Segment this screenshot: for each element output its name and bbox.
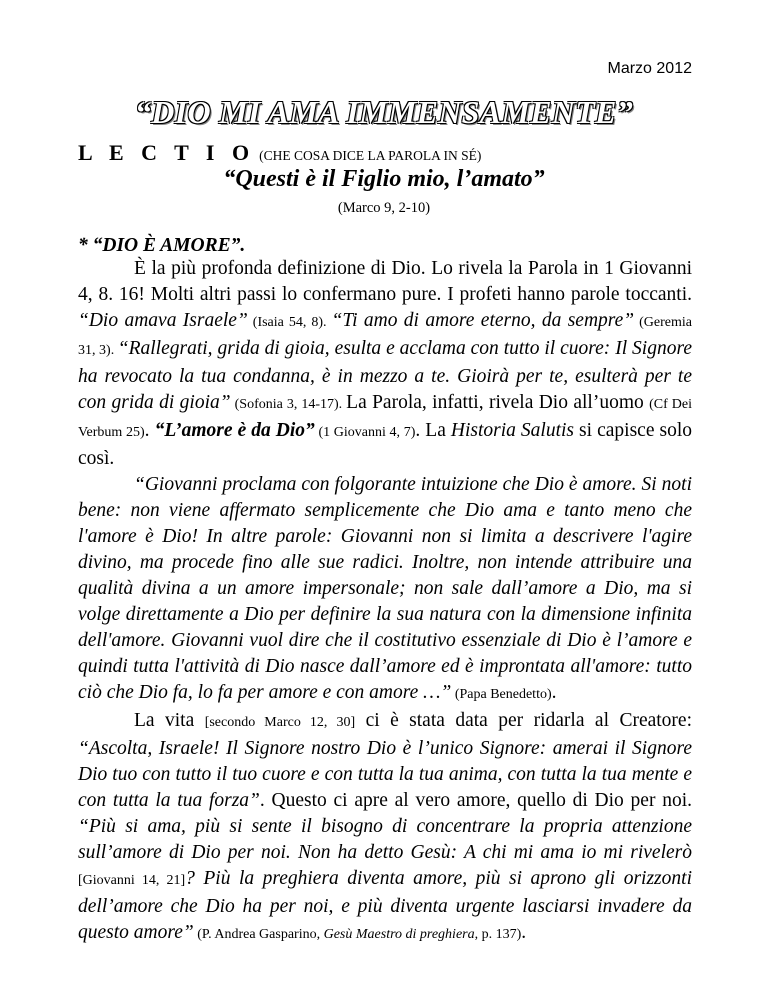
quote-run: “Più si ama, più si sente il bisogno di concentrare la propria attenzione sull’amore di Dio per noi. Non ha detto Gesù: A chi mi ama io mi rivelerò (78, 816, 692, 863)
text-run: si capisce solo così. (78, 420, 693, 469)
text-run: . (551, 682, 557, 703)
citation-run: (P. Andrea Gasparino, (193, 927, 324, 942)
quote-run: “Rallegrati, grida di gioia, esulta e acclama con tutto il cuore: Il Signore ha revocato la tua condanna, è in mezzo a te. Gioirà per te, esulterà per te con grida di gioia” (78, 338, 692, 413)
paragraph-1 (78, 256, 692, 472)
citation-run: , p. 137) (474, 927, 522, 942)
citation-run: [secondo Marco 12, 30] (204, 715, 356, 730)
citation-run: (Cf Dei Verbum 25) (78, 397, 692, 440)
quote-run: “Dio amava Israele” (78, 310, 248, 331)
section-heading: * “DIO È AMORE”. (78, 235, 246, 256)
citation-run: [Giovanni 14, 21] (78, 873, 186, 888)
text-run: . (521, 922, 527, 943)
quote-run: ? Più la preghiera diventa amore, più si aprono gli orizzonti dell’amore che Dio ha per noi, e più diventa urgente lasciarsi invadere da questo amore” (78, 868, 692, 943)
document-date: Marzo 2012 (607, 60, 692, 77)
italic-run: Historia Salutis (450, 420, 575, 441)
quote-run: “Giovanni proclama con folgorante intuizione che Dio è amore. Si noti bene: non viene affermato semplicemente che Dio ama e tanto meno che l'amore è Dio! In altre parole: Giovanni non si limita a descrivere l'agire divino, ma procede fino alle sue radici. Inoltre, non intende attribuire una qualità divina a un amore impersonale; non sale dall’amore a Dio, ma si volge direttamente a Dio per definire la sua natura con la dimensione infinita dell'amore. Giovanni vuol dire che il costitutivo essenziale di Dio è l’amore e quindi tutta l'attività di Dio nasce dall’amore ed è improntata all'amore: tutto ciò che Dio fa, lo fa per amore e con amore …” (78, 474, 692, 703)
quote-run: “Ti amo di amore eterno, da sempre” (331, 310, 635, 331)
lectio-heading (78, 140, 481, 166)
citation-run: (1 Giovanni 4, 7) (314, 425, 416, 440)
citation-run: (Geremia 31, 3). (78, 315, 692, 358)
text-run: . Questo ci apre al vero amore, quello di Dio per noi. (259, 790, 692, 811)
text-run: . (144, 420, 155, 441)
document-title: “DIO MI AMA IMMENSAMENTE” (134, 94, 633, 130)
text-run: . La (415, 420, 451, 441)
paragraph-2 (78, 472, 692, 708)
citation-run: (Isaia 54, 8). (247, 315, 332, 330)
text-run: La Parola, infatti, rivela Dio all’uomo (346, 392, 650, 413)
body-text (78, 256, 692, 948)
quote-run: “Ascolta, Israele! Il Signore nostro Dio è l’unico Signore: amerai il Signore Dio tuo con tutto il tuo cuore e con tutta la tua anima, con tutta la tua mente e con tutta la tua forza” (78, 738, 692, 811)
citation-run: (Sofonia 3, 14-17). (230, 397, 347, 412)
lectio-label: L E C T I O (78, 140, 256, 165)
text-run: ci è stata data per ridarla al Creatore: (355, 710, 692, 731)
book-title-run: Gesù Maestro di preghiera (323, 927, 475, 942)
quote-run: “L’amore è da Dio” (154, 420, 315, 441)
gospel-reference: (Marco 9, 2-10) (337, 200, 431, 216)
lectio-note: (CHE COSA DICE LA PAROLA IN SÉ) (259, 148, 482, 163)
text-run: La vita (134, 710, 205, 731)
paragraph-3 (78, 708, 692, 948)
text-run: È la più profonda definizione di Dio. Lo rivela la Parola in 1 Giovanni 4, 8. 16! Molti altri passi lo confermano pure. I profeti hanno parole toccanti. (78, 258, 692, 305)
section-subtitle: “Questi è il Figlio mio, l’amato” (223, 166, 545, 192)
citation-run: (Papa Benedetto) (451, 687, 552, 702)
